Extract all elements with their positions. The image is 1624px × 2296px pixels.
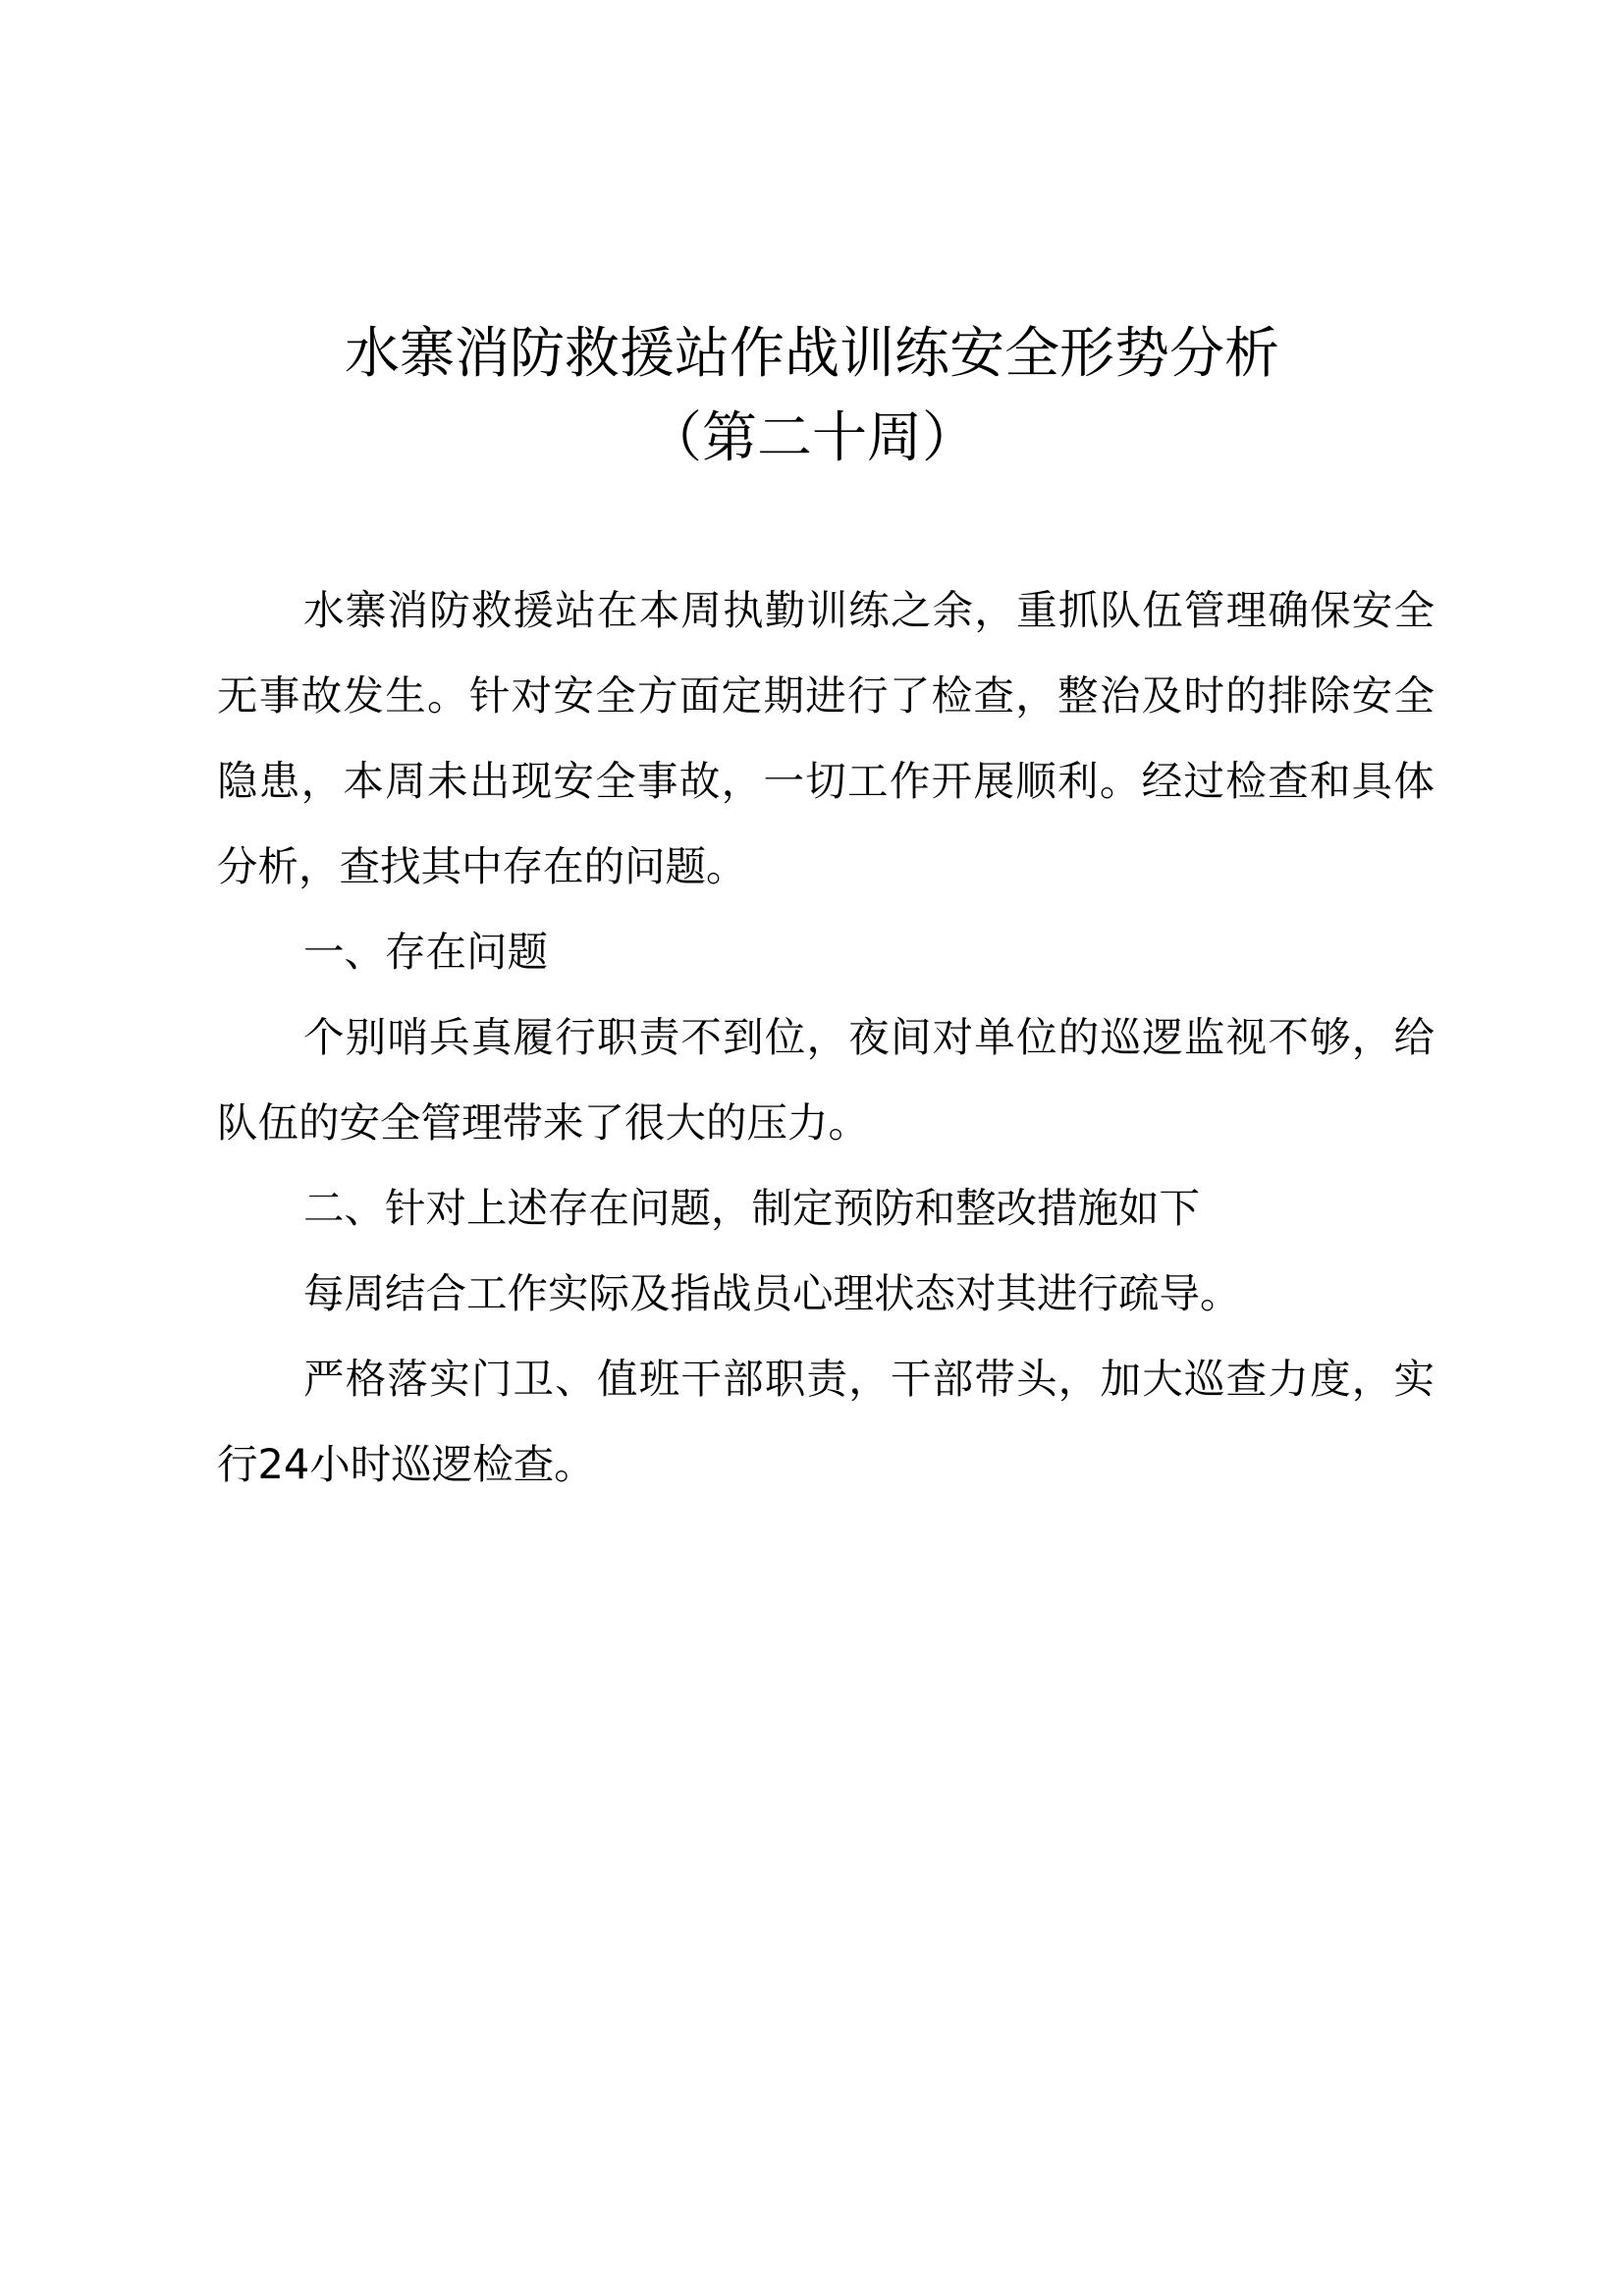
measure-paragraph-2: 严格落实门卫、值班干部职责，干部带头，加大巡查力度，实行24小时巡逻检查。	[217, 1355, 1435, 1488]
document-body	[217, 567, 1435, 1507]
measure-paragraph-1: 每周结合工作实际及指战员心理状态对其进行疏导。	[303, 1269, 1241, 1317]
section-heading-measures: 二、针对上述存在问题，制定预防和整改措施如下	[303, 1184, 1201, 1232]
document-title	[0, 312, 1624, 481]
title-line-week: （第二十周）	[647, 406, 977, 470]
title-line-main: 水寨消防救援站作战训练安全形势分析	[345, 322, 1279, 386]
section-heading-problems: 一、存在问题	[303, 928, 549, 976]
intro-paragraph: 水寨消防救援站在本周执勤训练之余，重抓队伍管理确保安全无事故发生。针对安全方面定期进行了检查，整治及时的排除安全隐患，本周未出现安全事故，一切工作开展顺利。经过检查和具体分析，查找其中存在的问题。	[217, 586, 1435, 890]
problems-paragraph: 个别哨兵真履行职责不到位，夜间对单位的巡逻监视不够，给队伍的安全管理带来了很大的压力。	[217, 1013, 1435, 1147]
